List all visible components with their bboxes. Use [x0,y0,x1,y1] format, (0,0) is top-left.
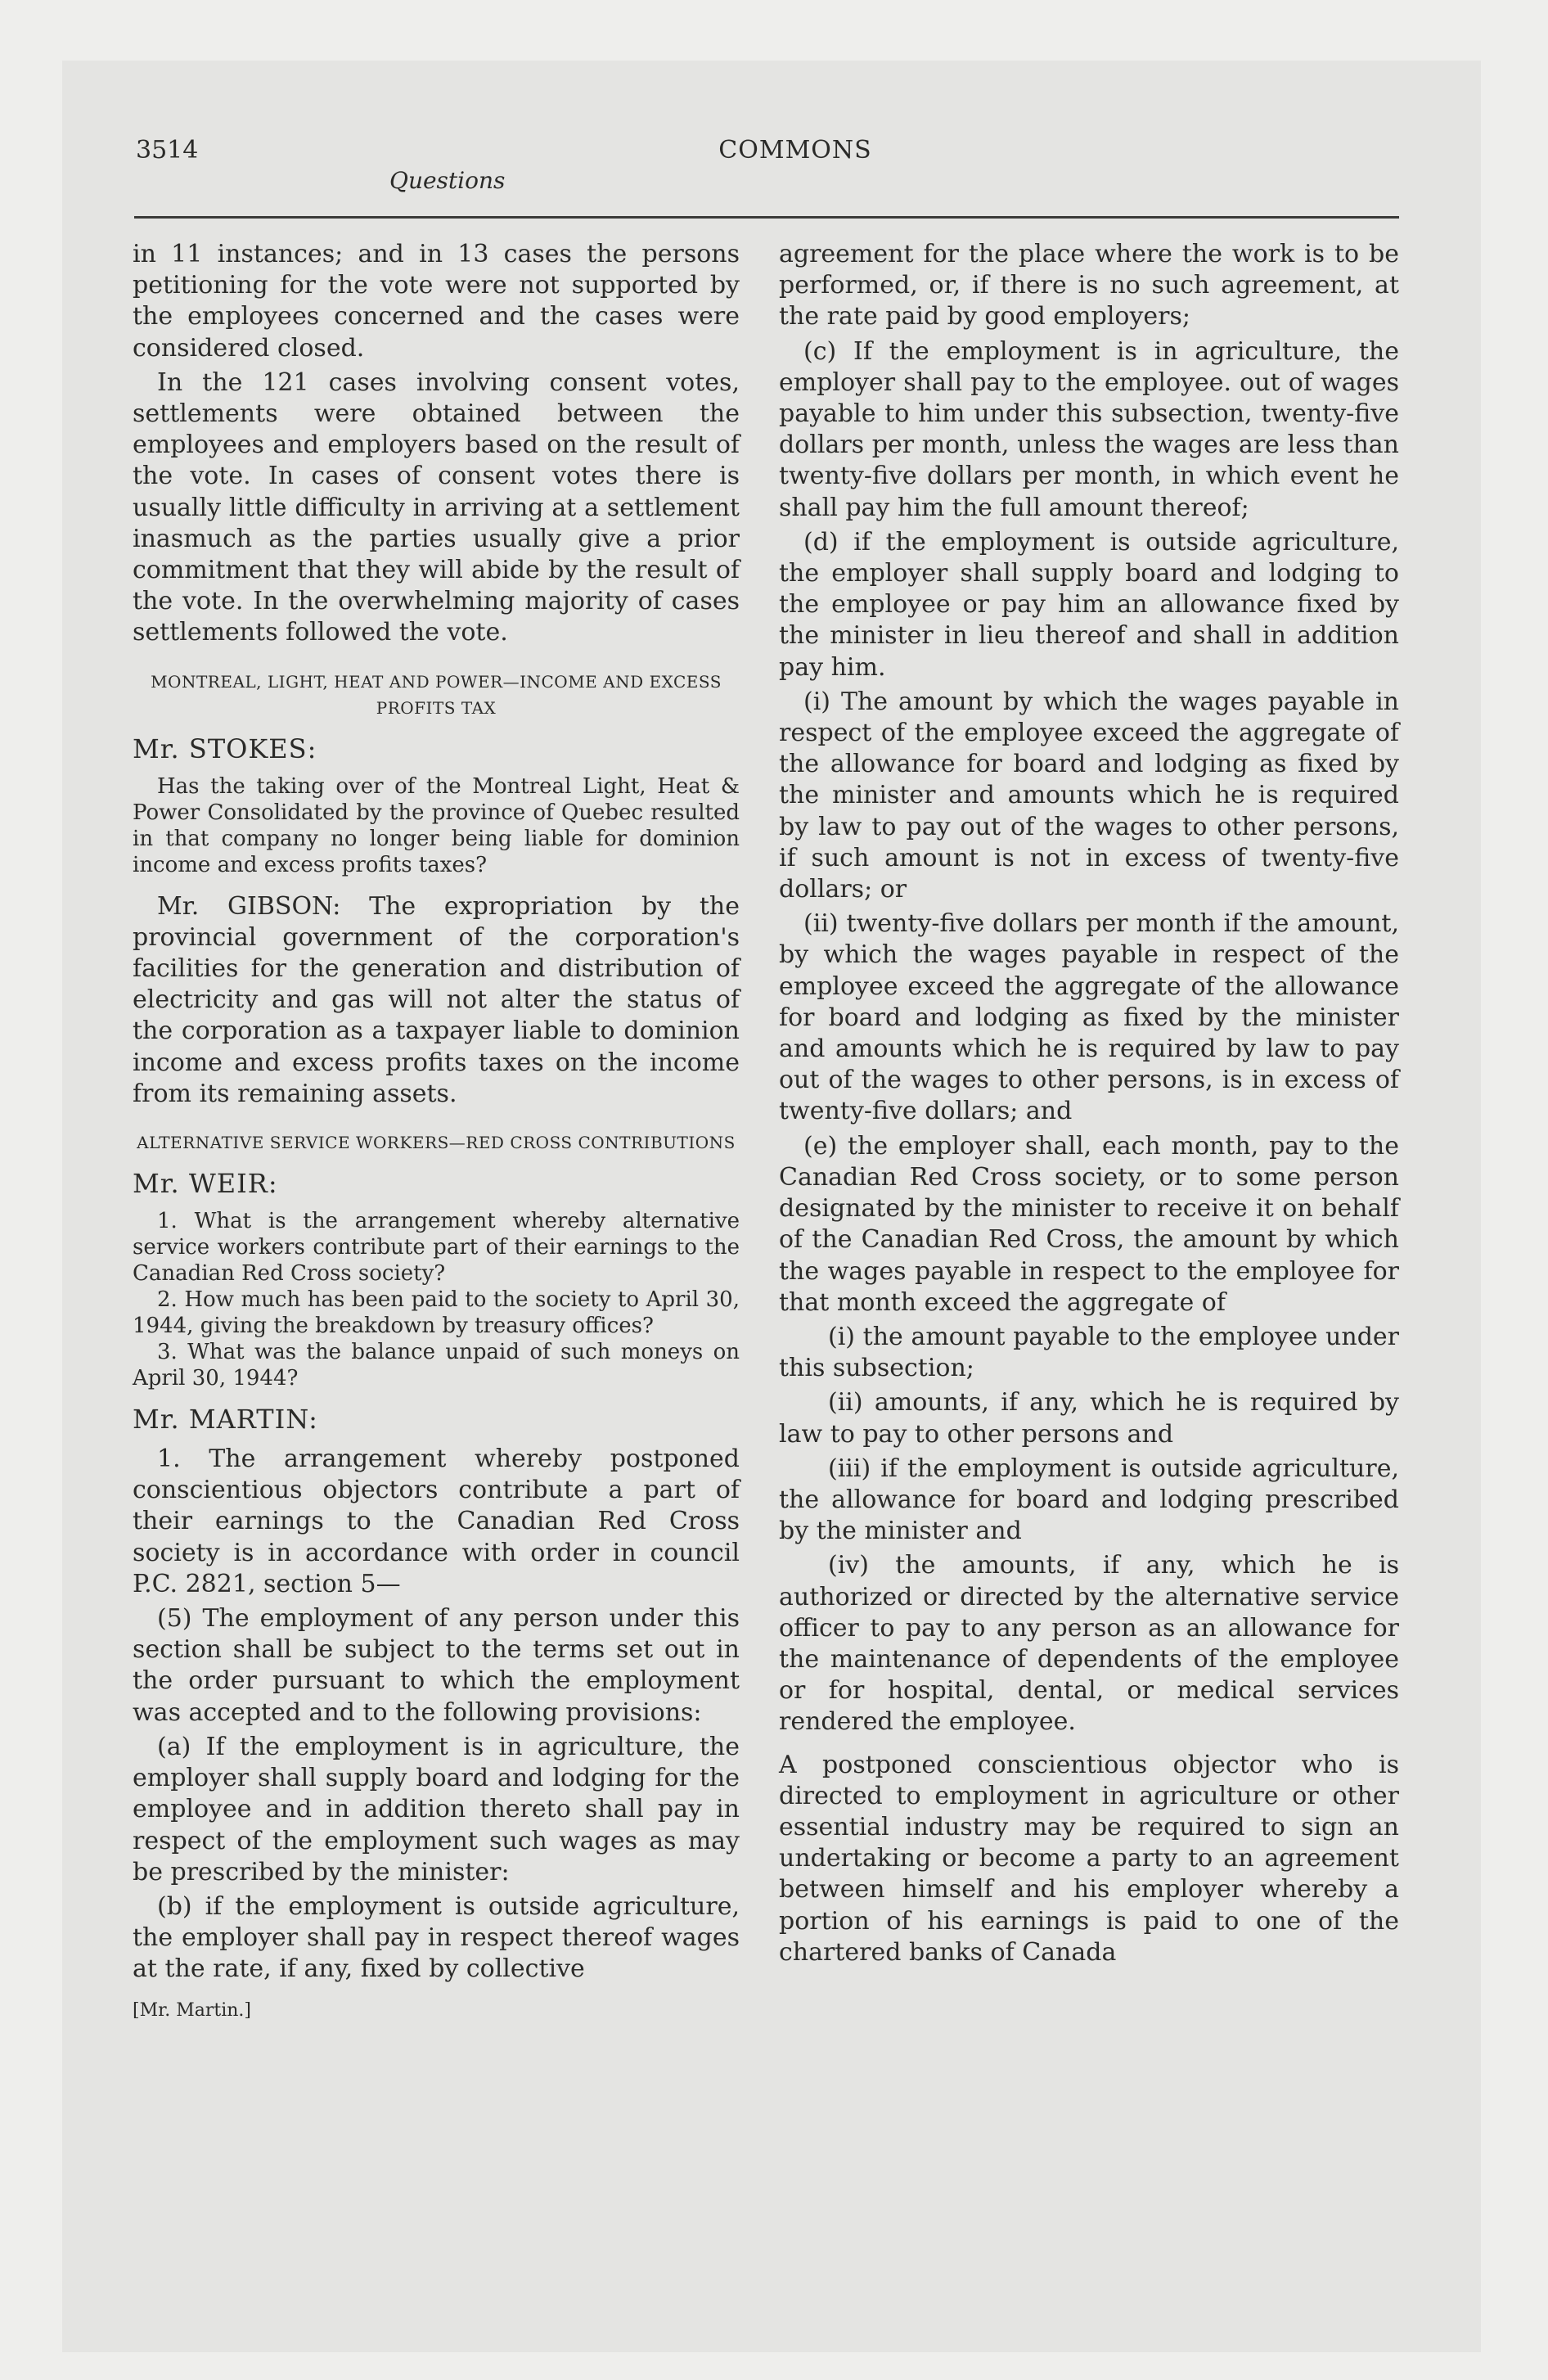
paragraph: A postponed conscientious objector who is directed to employment in agriculture or other essential industry may be required to sign an undertaking or become a party to an agreement between himself and his employer whereby a portion of his earnings is paid to one of the chartered banks of Canada [779,1750,1399,1967]
paragraph: (iv) the amounts, if any, which he is authorized or directed by the alternative service officer to pay to any person as an allowance for the maintenance of dependents of the employee or for hospital, dental, or medical services rendered the employee. [779,1551,1399,1737]
question-text: 1. What is the arrangement whereby alternative service workers contribute part of their earnings to the Canadian Red Cross society? [133,1209,740,1287]
header-rule [134,216,1399,219]
right-column [779,239,1399,1968]
section-label: Questions [389,167,506,194]
speaker-label: Mr. MARTIN: [133,1404,318,1436]
speaker-label: Mr. WEIR: [133,1168,278,1200]
section-heading: MONTREAL, LIGHT, HEAT AND POWER—INCOME AND EXCESS PROFITS TAX [151,671,722,718]
answer-paragraph: Mr. GIBSON: The expropriation by the provincial government of the corporation's facilities for the generation and distribution of electricity and gas will not alter the status of the corporation as a taxpayer liable to dominion income and excess profits taxes on the income from its remaining assets. [133,891,740,1108]
answer-paragraph: (5) The employment of any person under this section shall be subject to the terms set out in the order pursuant to which the employment was accepted and to the following provisions: [133,1604,740,1727]
paragraph: (ii) twenty-five dollars per month if the amount, by which the wages payable in respect of the employee exceed the aggregate of the allowance for board and lodging as fixed by the minister and amounts which he is required by law to pay out of the wages to other persons, is in excess of twenty-five dollars; and [779,909,1399,1126]
paragraph: agreement for the place where the work is to be performed, or, if there is no such agreement, at the rate paid by good employers; [779,240,1399,331]
question-text: 3. What was the balance unpaid of such moneys on April 30, 1944? [133,1340,740,1391]
running-title: COMMONS [718,136,872,165]
question-text: Has the taking over of the Montreal Light, Heat & Power Consolidated by the province of Quebec resulted in that company no longer being liable for dominion income and excess profits taxes? [133,773,740,877]
paragraph: (e) the employer shall, each month, pay to the Canadian Red Cross society, or to some person designated by the minister to receive it on behalf of the Canadian Red Cross, the amount by which the wages payable in respect to the employee for that month exceed the aggregate of [779,1131,1399,1317]
answer-paragraph: (b) if the employment is outside agriculture, the employer shall pay in respect thereof wages at the rate, if any, fixed by collective [133,1891,740,1984]
answer-paragraph: 1. The arrangement whereby postponed conscientious objectors contribute a part of their earnings to the Canadian Red Cross society is in accordance with order in council P.C. 2821, section 5— [133,1445,740,1598]
left-column [133,239,740,2021]
page-header [136,136,1397,218]
page-number: 3514 [136,136,199,165]
paragraph: (ii) amounts, if any, which he is required by law to pay to other persons and [779,1388,1399,1449]
speaker-label: Mr. STOKES: [133,732,317,764]
paragraph: (i) The amount by which the wages payable in respect of the employee exceed the aggregate of the allowance for board and lodging as fixed by the minister and amounts which he is required by law to pay out of the wages to other persons, if such amount is not in excess of twenty-five dollars; or [779,687,1399,904]
speaker-footnote: [Mr. Martin.] [133,1999,251,2021]
answer-paragraph: (a) If the employment is in agriculture, the employer shall supply board and lodging for the employee and in addition thereto shall pay in respect of the employment such wages as may be prescribed by the minister: [133,1732,740,1886]
section-heading: ALTERNATIVE SERVICE WORKERS—RED CROSS CONTRIBUTIONS [137,1133,736,1153]
paragraph: (iii) if the employment is outside agriculture, the allowance for board and lodging prescribed by the minister and [779,1454,1399,1546]
paragraph: (c) If the employment is in agriculture, the employer shall pay to the employee. out of wages payable to him under this subsection, twenty-five dollars per month, unless the wages are less than twenty-five dollars per month, in which event he shall pay him the full amount thereof; [779,336,1399,522]
paragraph: (i) the amount payable to the employee under this subsection; [779,1322,1399,1383]
paragraph: in 11 instances; and in 13 cases the persons petitioning for the vote were not supported by the employees concerned and the cases were considered closed. [133,240,740,363]
paragraph: (d) if the employment is outside agriculture, the employer shall supply board and lodging to the employee or pay him an allowance fixed by the minister in lieu thereof and shall in addition pay him. [779,527,1399,682]
question-text: 2. How much has been paid to the society to April 30, 1944, giving the breakdown by treasury offices? [133,1287,740,1339]
paragraph: In the 121 cases involving consent votes, settlements were obtained between the employees and employers based on the result of the vote. In cases of consent votes there is usually little difficulty in arriving at a settlement inasmuch as the parties usually give a prior commitment that they will abide by the result of the vote. In the overwhelming majority of cases settlements followed the vote. [133,367,740,647]
